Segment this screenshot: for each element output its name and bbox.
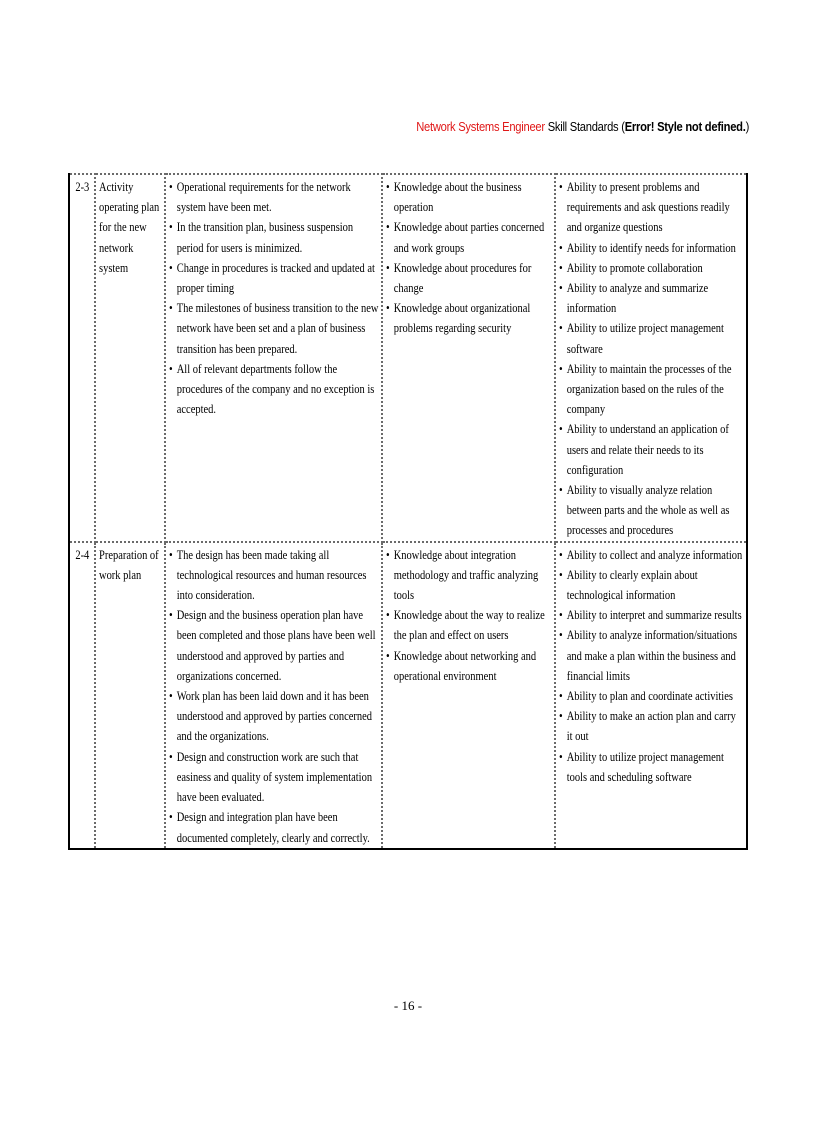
criteria-cell-content: [169, 177, 379, 419]
knowledge-item: • Knowledge about procedures for change: [386, 258, 551, 298]
ability-item: • Ability to interpret and summarize results: [559, 605, 744, 625]
ability-item: • Ability to collect and analyze information: [559, 545, 744, 565]
ability-item: • Ability to understand an application of users and relate their needs to its configuration: [559, 419, 744, 480]
header-error-text: Error! Style not defined.: [624, 119, 746, 134]
knowledge-cell-content: [386, 177, 551, 339]
skill-standards-table: [68, 173, 748, 850]
page-number: - 16 -: [393, 998, 423, 1013]
table-row: [69, 542, 747, 849]
knowledge-item: • Knowledge about the way to realize the plan and effect on users: [386, 605, 551, 645]
item-name-cell-text: Activity operating plan for the new network system: [98, 180, 159, 275]
ability-item: • Ability to maintain the processes of the organization based on the rules of the company: [559, 359, 744, 420]
header-skill-standards: Skill Standards (: [544, 119, 625, 134]
criteria-cell: [165, 174, 383, 542]
ability-item: • Ability to analyze and summarize information: [559, 278, 744, 318]
criteria-item: • Design and construction work are such that easiness and quality of system implementation have been evaluated.: [169, 747, 379, 808]
header-close-paren: ): [745, 119, 749, 134]
criteria-item-list: [169, 545, 379, 848]
page-header: [416, 119, 749, 134]
abilities-cell-content: [559, 177, 744, 541]
knowledge-cell: [382, 542, 555, 849]
ability-item: • Ability to utilize project management tools and scheduling software: [559, 747, 744, 787]
ability-item: • Ability to utilize project management software: [559, 318, 744, 358]
item-name-cell-text: Preparation of work plan: [98, 547, 159, 582]
ability-item: • Ability to visually analyze relation between parts and the whole as well as processes and procedures: [559, 480, 744, 541]
knowledge-item: • Knowledge about networking and operational environment: [386, 646, 551, 686]
criteria-item: • All of relevant departments follow the procedures of the company and no exception is accepted.: [169, 359, 379, 420]
ability-item: • Ability to make an action plan and carry it out: [559, 706, 744, 746]
item-name-cell: [95, 542, 165, 849]
criteria-item: • Work plan has been laid down and it has been understood and approved by parties concerned and the organizations.: [169, 686, 379, 747]
ability-item-list: [559, 545, 744, 787]
criteria-item: • Design and integration plan have been documented completely, clearly and correctly.: [169, 807, 379, 847]
abilities-cell: [555, 542, 747, 849]
knowledge-item: • Knowledge about organizational problems regarding security: [386, 298, 551, 338]
ability-item: • Ability to analyze information/situations and make a plan within the business and financial limits: [559, 625, 744, 686]
criteria-item-list: [169, 177, 379, 419]
ability-item: • Ability to clearly explain about technological information: [559, 565, 744, 605]
criteria-item: • Design and the business operation plan have been completed and those plans have been well understood and approved by parties and organizations concerned.: [169, 605, 379, 686]
knowledge-item: • Knowledge about the business operation: [386, 177, 551, 217]
item-number-cell: [69, 542, 95, 849]
ability-item: • Ability to plan and coordinate activities: [559, 686, 744, 706]
criteria-item: • Change in procedures is tracked and updated at proper timing: [169, 258, 379, 298]
header-job-title: Network Systems Engineer: [416, 119, 545, 134]
item-number-cell: [69, 174, 95, 542]
abilities-cell-content: [559, 545, 744, 787]
criteria-item: • In the transition plan, business suspension period for users is minimized.: [169, 217, 379, 257]
knowledge-cell: [382, 174, 555, 542]
criteria-cell: [165, 542, 383, 849]
table-row: [69, 174, 747, 542]
abilities-cell: [555, 174, 747, 542]
criteria-cell-content: [169, 545, 379, 848]
ability-item: • Ability to identify needs for information: [559, 238, 744, 258]
knowledge-cell-content: [386, 545, 551, 686]
criteria-item: • The design has been made taking all technological resources and human resources into consideration.: [169, 545, 379, 606]
item-name-cell: [95, 174, 165, 542]
item-number-cell-text: 2-4: [75, 547, 90, 562]
knowledge-item: • Knowledge about parties concerned and work groups: [386, 217, 551, 257]
ability-item: • Ability to promote collaboration: [559, 258, 744, 278]
knowledge-item-list: [386, 545, 551, 686]
criteria-item: • Operational requirements for the network system have been met.: [169, 177, 379, 217]
item-number-cell-text: 2-3: [75, 180, 90, 194]
knowledge-item-list: [386, 177, 551, 339]
criteria-item: • The milestones of business transition to the new network have been set and a plan of business transition has been prepared.: [169, 298, 379, 359]
ability-item-list: [559, 177, 744, 541]
ability-item: • Ability to present problems and requirements and ask questions readily and organize questions: [559, 177, 744, 238]
knowledge-item: • Knowledge about integration methodology and traffic analyzing tools: [386, 545, 551, 606]
